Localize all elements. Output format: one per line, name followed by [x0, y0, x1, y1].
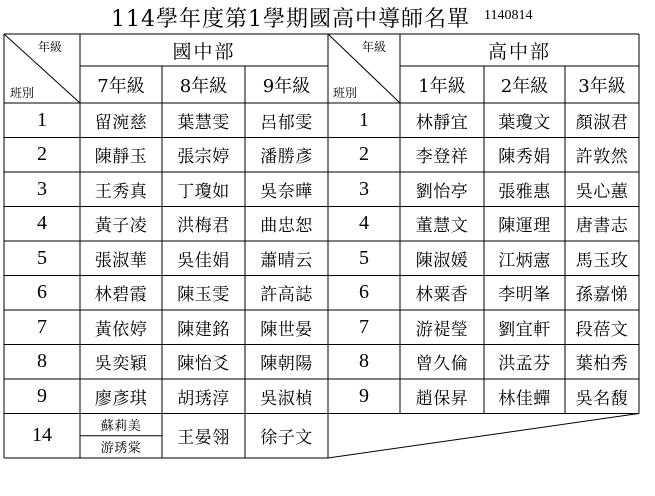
senior-teacher-name: 段蓓文	[575, 319, 629, 340]
junior-teacher-name: 丁瓊如	[177, 181, 230, 202]
senior-teacher-name: 陳淑媛	[415, 250, 469, 271]
junior-extra-grade7-teacher-bottom: 游琇棠	[100, 441, 142, 457]
senior-grade-header: 3年級	[578, 75, 626, 97]
senior-teacher-name: 唐書志	[575, 216, 629, 237]
senior-teacher-name: 陳運理	[498, 216, 551, 237]
senior-teacher-name: 董慧文	[415, 216, 469, 237]
senior-teacher-name: 劉宜軒	[498, 319, 551, 340]
empty-area-diagonal	[328, 414, 639, 459]
senior-teacher-name: 葉柏秀	[575, 354, 629, 375]
junior-teacher-name: 陳靜玉	[94, 147, 148, 168]
senior-teacher-name: 陳秀娟	[498, 147, 551, 168]
junior-teacher-name: 葉慧雯	[177, 112, 230, 133]
junior-teacher-name: 吳奕穎	[94, 354, 148, 375]
senior-corner-class-label: 班別	[333, 86, 358, 100]
junior-class-number: 7	[37, 315, 47, 338]
senior-grade-header: 1年級	[418, 75, 466, 97]
senior-teacher-name: 江炳憲	[498, 250, 551, 271]
document-code: 1140814	[484, 8, 533, 23]
junior-teacher-name: 張淑華	[94, 250, 148, 271]
junior-teacher-name: 蕭晴云	[260, 250, 313, 271]
junior-teacher-name: 曲忠恕	[260, 216, 313, 237]
junior-class-number: 1	[37, 108, 47, 131]
senior-teacher-name: 劉怡亭	[415, 181, 469, 202]
senior-class-number: 6	[359, 281, 369, 304]
junior-corner-grade-label: 年級	[38, 40, 63, 54]
senior-class-number: 9	[359, 384, 369, 407]
junior-grade-header: 9年級	[262, 75, 311, 97]
senior-class-number: 2	[359, 143, 369, 166]
junior-teacher-name: 廖彥琪	[94, 388, 148, 409]
junior-teacher-name: 胡琇淳	[177, 388, 230, 409]
senior-teacher-name: 游禔瑩	[415, 319, 469, 340]
junior-teacher-name: 陳朝陽	[260, 354, 313, 375]
senior-teacher-name: 吳心蕙	[575, 181, 629, 202]
senior-teacher-name: 洪孟芬	[498, 354, 551, 375]
senior-teacher-name: 林粟香	[415, 285, 469, 306]
junior-teacher-name: 林碧霞	[94, 285, 148, 306]
junior-teacher-name: 洪梅君	[177, 216, 230, 237]
document-title: 114學年度第1學期國高中導師名單	[111, 7, 470, 32]
junior-teacher-name: 陳怡爻	[177, 354, 230, 375]
junior-teacher-name: 吳奈曄	[260, 181, 313, 202]
junior-teacher-name: 王秀真	[94, 181, 148, 202]
junior-extra-grade8-teacher: 王晏翎	[177, 428, 230, 449]
senior-teacher-name: 趙保昇	[415, 388, 469, 409]
junior-class-number: 6	[37, 281, 47, 304]
junior-teacher-name: 張宗婷	[177, 147, 230, 168]
junior-corner-class-label: 班別	[10, 86, 35, 100]
junior-teacher-name: 留涴慈	[94, 112, 148, 133]
junior-class-number: 8	[37, 350, 47, 373]
senior-teacher-name: 林佳蟬	[498, 388, 551, 409]
junior-teacher-name: 潘勝彥	[260, 147, 313, 168]
senior-teacher-name: 李登祥	[415, 147, 469, 168]
junior-teacher-name: 陳玉雯	[177, 285, 230, 306]
senior-teacher-name: 吳名馥	[575, 388, 629, 409]
senior-class-number: 8	[359, 350, 369, 373]
senior-teacher-name: 張雅惠	[498, 181, 551, 202]
senior-grade-header: 2年級	[500, 75, 549, 97]
junior-class-number: 3	[37, 177, 47, 200]
junior-extra-class-number: 14	[32, 424, 52, 447]
junior-extra-grade7-teacher-top: 蘇莉美	[100, 419, 142, 435]
junior-teacher-name: 黃子凌	[94, 216, 148, 237]
senior-class-number: 4	[359, 212, 369, 235]
junior-dept-heading: 國中部	[172, 40, 236, 63]
junior-extra-grade9-teacher: 徐子文	[260, 428, 313, 449]
senior-class-number: 7	[359, 315, 369, 338]
senior-class-number: 5	[359, 246, 369, 269]
junior-teacher-name: 陳世晏	[260, 319, 313, 340]
junior-class-number: 5	[37, 246, 47, 269]
junior-teacher-name: 黃依婷	[94, 319, 148, 340]
junior-teacher-name: 陳建銘	[177, 319, 230, 340]
junior-teacher-name: 許高誌	[260, 285, 313, 306]
senior-class-number: 3	[359, 177, 369, 200]
junior-class-number: 9	[37, 384, 47, 407]
junior-grade-header: 8年級	[179, 75, 228, 97]
junior-teacher-name: 吳淑楨	[260, 388, 313, 409]
junior-class-number: 4	[37, 212, 47, 235]
senior-teacher-name: 馬玉玫	[575, 250, 629, 271]
senior-teacher-name: 許敦然	[575, 147, 629, 168]
junior-grade-header: 7年級	[97, 75, 145, 97]
senior-teacher-name: 顏淑君	[575, 112, 629, 133]
senior-class-number: 1	[359, 108, 369, 131]
senior-corner-grade-label: 年級	[362, 40, 387, 54]
senior-teacher-name: 葉瓊文	[498, 112, 551, 133]
senior-teacher-name: 林靜宜	[415, 112, 469, 133]
junior-teacher-name: 吳佳娟	[177, 250, 230, 271]
senior-dept-heading: 高中部	[487, 40, 551, 63]
junior-class-number: 2	[37, 143, 47, 166]
senior-teacher-name: 李明峯	[498, 285, 551, 306]
senior-teacher-name: 孫嘉悌	[575, 285, 629, 306]
senior-teacher-name: 曾久倫	[415, 354, 469, 375]
junior-teacher-name: 呂郁雯	[260, 112, 313, 133]
